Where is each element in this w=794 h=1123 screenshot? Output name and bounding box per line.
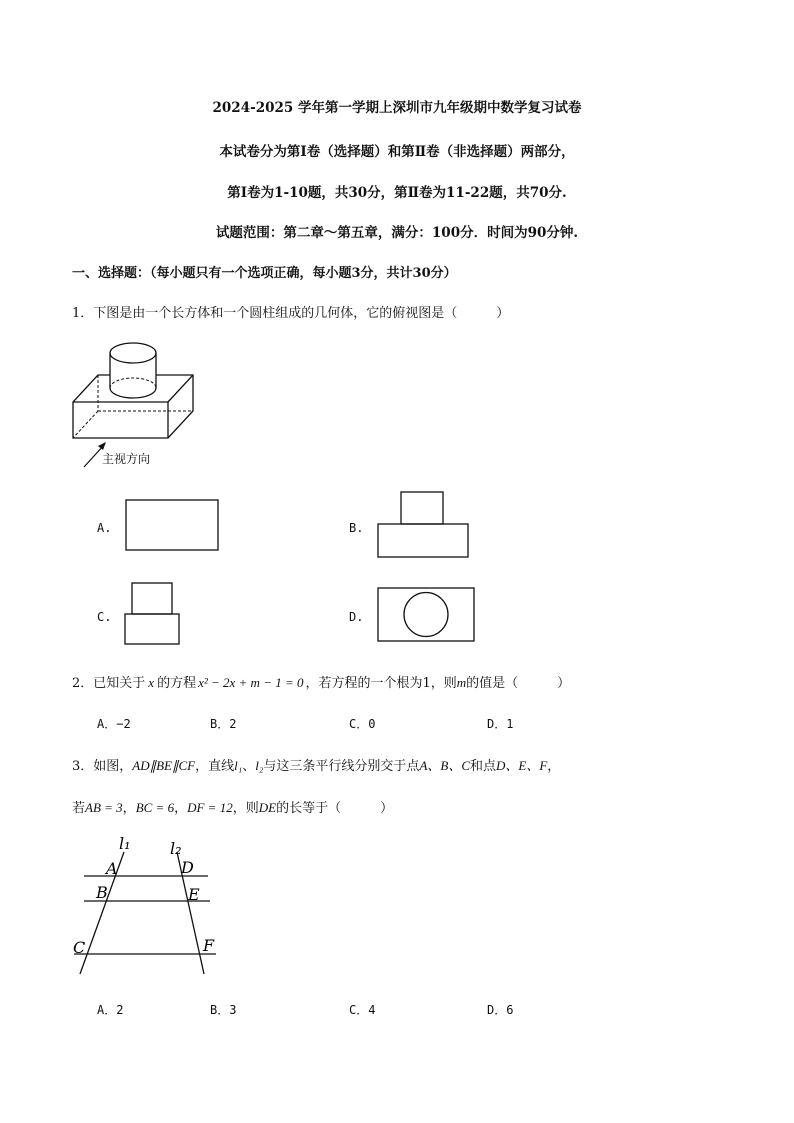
q1-option-c-figure (124, 582, 182, 646)
intro-line-1: 本试卷分为第Ⅰ卷（选择题）和第Ⅱ卷（非选择题）两部分， (219, 144, 575, 160)
q3-points-def: D、E、F (496, 758, 548, 773)
view-direction-label: 主视方向 (102, 452, 151, 466)
section-heading: 一、选择题：（每小题只有一个选项正确，每小题3分，共计30分） (72, 266, 457, 281)
q3-option-a[interactable]: A．2 (97, 1003, 124, 1017)
label-point-b: B (96, 883, 108, 902)
q1-option-b-label[interactable]: B. (349, 521, 364, 535)
q3-stem-part: ，直线 (195, 759, 235, 774)
q3-stem-part: 的长等于（ ） (276, 801, 394, 816)
q2-stem-part: ，若方程的一个根为1，则 (305, 676, 457, 691)
q3-stem-part: ，则 (232, 801, 259, 816)
label-point-e: E (188, 885, 200, 904)
q3-stem-part: 、 (242, 759, 256, 774)
q3-parallel-lines: AD∥BE∥CF (132, 758, 196, 773)
q3-stem-part: 若 (72, 801, 86, 816)
q3-line-l1: l₁ (234, 758, 243, 773)
q1-option-a-figure (125, 499, 220, 552)
q2-option-b[interactable]: B．2 (210, 717, 237, 731)
q1-stem: 1．下图是由一个长方体和一个圆柱组成的几何体，它的俯视图是（ ） (72, 306, 510, 321)
q3-stem-line-2 (72, 797, 393, 816)
q3-bc-value: BC = 6 (135, 800, 175, 815)
q3-option-d[interactable]: D．6 (487, 1003, 514, 1017)
intro-line-3: 试题范围：第二章～第五章，满分：100分．时间为90分钟. (215, 225, 579, 241)
q2-stem-part: 的值是（ ） (466, 676, 571, 691)
q3-stem-line-1 (72, 755, 560, 774)
q2-option-a[interactable]: A．−2 (97, 717, 131, 731)
q2-variable-x: x (148, 675, 155, 690)
intro-line-2: 第Ⅰ卷为1-10题，共30分，第Ⅱ卷为11-22题，共70分. (227, 185, 567, 201)
q3-option-b[interactable]: B．3 (210, 1003, 237, 1017)
q2-stem-part: 的方程 (157, 676, 197, 691)
q2-stem (72, 672, 570, 691)
q2-option-c[interactable]: C．0 (349, 717, 376, 731)
q1-solid-figure (70, 338, 200, 468)
q3-df-value: DF = 12 (187, 800, 233, 815)
q1-option-c-label[interactable]: C. (97, 610, 112, 624)
q1-option-b-figure (376, 491, 470, 559)
q3-points-abc: A、B、C (419, 758, 470, 773)
label-point-a: A (106, 859, 118, 878)
q3-line-l2: l₂ (255, 758, 264, 773)
q3-stem-part: ， (174, 801, 188, 816)
q3-stem-part: ， (547, 759, 561, 774)
q3-de-segment: DE (258, 800, 277, 815)
label-point-f: F (203, 936, 215, 955)
q3-option-c[interactable]: C．4 (349, 1003, 376, 1017)
q3-ab-value: AB = 3 (85, 800, 123, 815)
label-point-c: C (73, 938, 86, 957)
q1-option-d-label[interactable]: D. (349, 610, 364, 624)
label-point-d: D (181, 858, 194, 877)
q2-equation: x² − 2x + m − 1 = 0 (198, 675, 304, 690)
q3-stem-part: 3．如图， (72, 759, 133, 774)
q1-option-a-label[interactable]: A. (97, 521, 112, 535)
q3-parallel-lines-figure (70, 834, 220, 978)
q1-option-d-figure (377, 587, 476, 644)
q2-stem-part: 2．已知关于 (72, 676, 146, 691)
q2-option-d[interactable]: D．1 (487, 717, 514, 731)
q3-stem-part: 与这三条平行线分别交于点 (263, 759, 420, 774)
label-l2: l₂ (170, 839, 182, 858)
q3-stem-part: 和点 (470, 759, 497, 774)
q3-stem-part: ， (122, 801, 136, 816)
q2-variable-m: m (456, 675, 467, 690)
exam-title: 2024-2025 学年第一学期上深圳市九年级期中数学复习试卷 (212, 100, 582, 116)
label-l1: l₁ (119, 834, 131, 853)
